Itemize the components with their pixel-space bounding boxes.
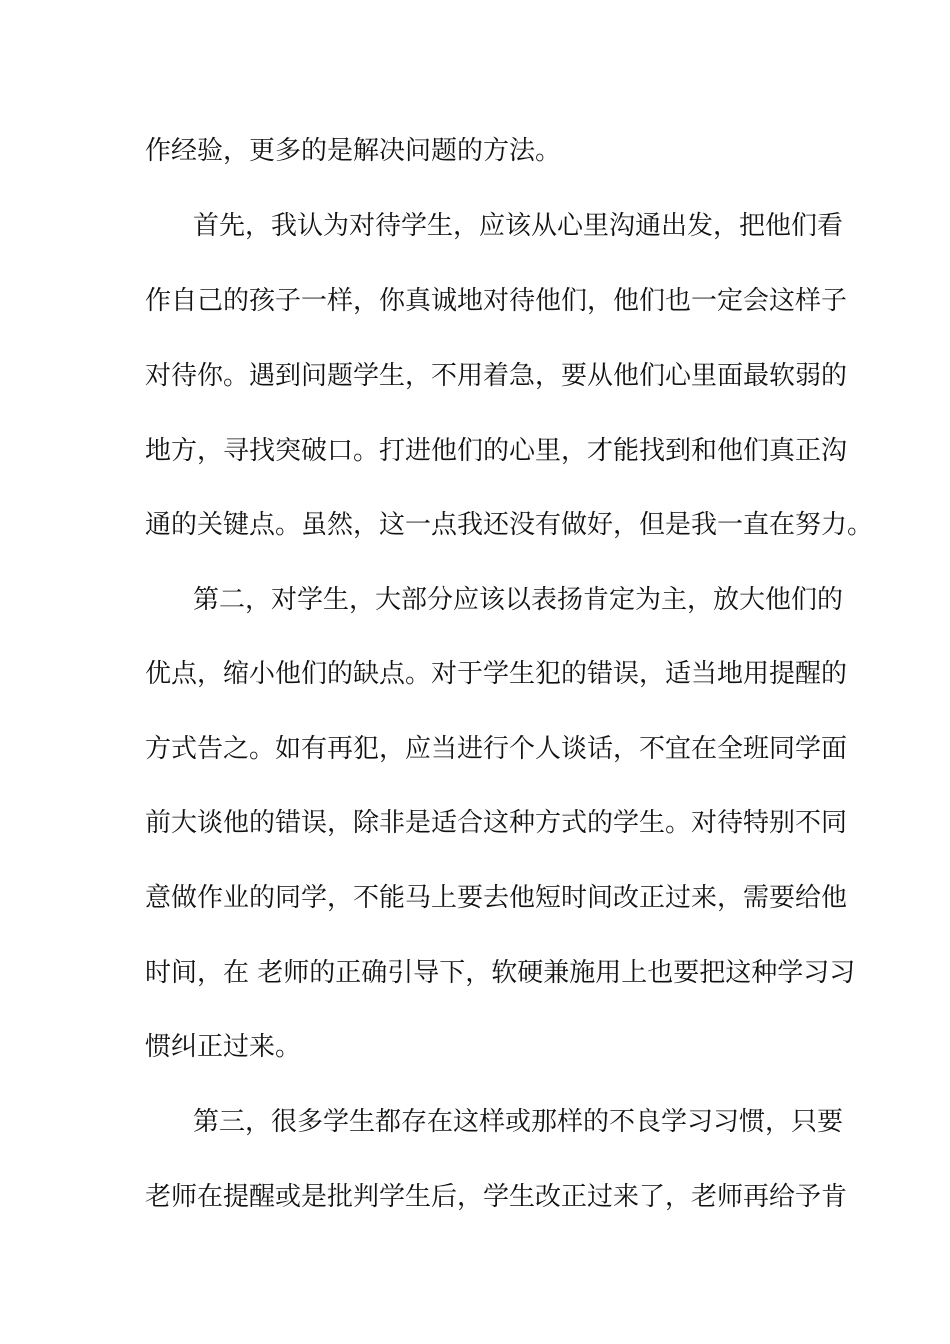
text-line: 作自己的孩子一样，你真诚地对待他们，他们也一定会这样子: [145, 286, 848, 316]
text-line: 方式告之。如有再犯，应当进行个人谈话，不宜在全班同学面: [145, 734, 848, 764]
text-line: 意做作业的同学，不能马上要去他短时间改正过来，需要给他: [145, 883, 848, 913]
text-line: 地方，寻找突破口。打进他们的心里，才能找到和他们真正沟: [145, 436, 848, 466]
text-line: 时间，在 老师的正确引导下，软硬兼施用上也要把这种学习习: [145, 958, 856, 988]
text-line: 前大谈他的错误，除非是适合这种方式的学生。对待特别不同: [145, 808, 848, 838]
text-line: 作经验，更多的是解决问题的方法。: [145, 136, 562, 166]
paragraph-first-line: 第三，很多学生都存在这样或那样的不良学习习惯，只要: [193, 1107, 844, 1137]
paragraph-first-line: 第二，对学生，大部分应该以表扬肯定为主，放大他们的: [193, 585, 844, 615]
text-line: 惯纠正过来。: [145, 1032, 302, 1062]
text-line: 优点，缩小他们的缺点。对于学生犯的错误，适当地用提醒的: [145, 659, 848, 689]
text-line: 通的关键点。虽然，这一点我还没有做好，但是我一直在努力。: [145, 510, 874, 540]
text-line: 对待你。遇到问题学生，不用着急，要从他们心里面最软弱的: [145, 361, 848, 391]
paragraph-first-line: 首先，我认为对待学生，应该从心里沟通出发，把他们看: [193, 211, 844, 241]
text-line: 老师在提醒或是批判学生后，学生改正过来了，老师再给予肯: [145, 1182, 848, 1212]
